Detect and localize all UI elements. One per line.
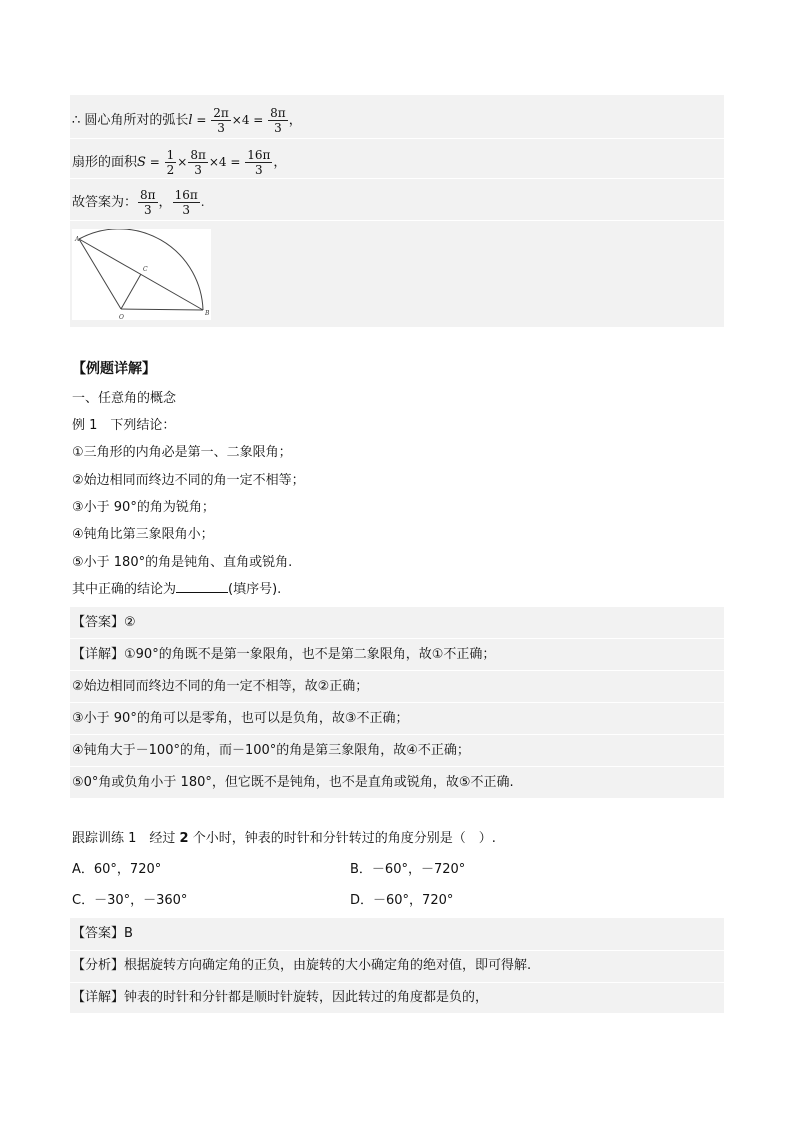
fraction [211, 106, 231, 135]
sector-area-prefix: 扇形的面积 [72, 155, 138, 170]
practice-question-suffix: 个小时，钟表的时针和分针转过的角度分别是（ ）. [188, 831, 496, 846]
statement-item: ③小于 90°的角为锐角； [72, 500, 215, 515]
section-heading: 【例题详解】 [72, 361, 156, 377]
arc-length-prefix: ∴ 圆心角所对的弧长 [72, 113, 189, 128]
fraction-numerator: 2π [213, 106, 229, 120]
fraction-denominator: 3 [143, 203, 152, 217]
label-a: A [75, 236, 80, 243]
question-line [72, 580, 281, 600]
answer-text: 【答案】② [72, 615, 136, 630]
sector-area-line [72, 148, 286, 177]
option-a: A．60°，720° [72, 862, 162, 877]
punctuation: ， [158, 195, 172, 210]
label-o: O [119, 314, 124, 320]
practice-detail: 【详解】钟表的时针和分针都是顺时针旋转，因此转过的角度都是负的， [72, 990, 489, 1005]
line-separator [70, 220, 724, 221]
punctuation: . [200, 195, 205, 209]
fraction [268, 106, 288, 135]
fraction [173, 188, 200, 217]
detail-line: ⑤0°角或负角小于 180°，但它既不是钝角，也不是直角或锐角，故⑤不正确. [72, 775, 514, 790]
sector-figure [72, 229, 211, 320]
sector-diagram [72, 229, 211, 320]
line-separator [70, 178, 724, 179]
example-label: 例 1 下列结论： [72, 418, 176, 433]
fraction-numerator: 8π [270, 106, 286, 120]
fraction-denominator: 3 [254, 163, 263, 177]
option-d: D．－60°，720° [350, 893, 454, 908]
times-sign: × [177, 155, 188, 169]
fraction [138, 188, 158, 217]
line-separator [70, 702, 724, 703]
section-subheading: 一、任意角的概念 [72, 391, 177, 406]
punctuation: ， [288, 113, 302, 128]
fraction-numerator: 16π [247, 148, 271, 162]
question-suffix: (填序号). [228, 582, 282, 597]
practice-question-prefix: 跟踪训练 1 经过 [72, 831, 180, 846]
practice-analysis: 【分析】根据旋转方向确定角的正负，由旋转的大小确定角的绝对值，即可得解. [72, 958, 532, 973]
radius-ob [121, 309, 203, 310]
fraction-numerator: 8π [190, 148, 206, 162]
fraction-numerator: 1 [166, 148, 175, 162]
final-answer-line [72, 188, 205, 217]
option-b: B．－60°，－720° [350, 862, 466, 877]
fraction-denominator: 3 [182, 203, 190, 217]
fraction-numerator: 8π [140, 188, 156, 202]
final-answer-prefix: 故答案为： [72, 195, 138, 210]
option-c: C．－30°，－360° [72, 893, 188, 908]
fraction-numerator: 16π [174, 188, 198, 202]
line-separator [70, 766, 724, 767]
practice-answer: 【答案】B [72, 926, 133, 941]
equals-sign: = [145, 155, 164, 169]
detail-line: ③小于 90°的角可以是零角，也可以是负角，故③不正确； [72, 711, 409, 726]
fraction-denominator: 3 [217, 121, 225, 135]
statement-item: ②始边相同而终边不同的角一定不相等； [72, 473, 305, 488]
equals-sign: = [192, 113, 211, 127]
sector-area-var: S [137, 155, 146, 170]
line-separator [70, 734, 724, 735]
fraction [245, 148, 272, 177]
line-separator [70, 138, 724, 139]
fraction [188, 148, 208, 177]
label-c: C [143, 266, 148, 273]
arc-length-line [72, 106, 302, 135]
statement-item: ④钝角比第三象限角小； [72, 527, 214, 542]
line-separator [70, 638, 724, 639]
punctuation: ， [273, 155, 287, 170]
statement-item: ⑤小于 180°的角是钝角、直角或锐角. [72, 555, 293, 570]
practice-question-number: 2 [179, 831, 189, 846]
detail-line: 【详解】①90°的角既不是第一象限角，也不是第二象限角，故①不正确； [72, 647, 496, 662]
question-prefix: 其中正确的结论为 [72, 582, 177, 597]
detail-line: ④钝角大于－100°的角，而－100°的角是第三象限角，故④不正确； [72, 743, 470, 758]
fraction [165, 148, 177, 177]
arc-length-var: l [188, 113, 193, 128]
fraction-denominator: 3 [194, 163, 202, 177]
practice-question [72, 829, 496, 849]
label-b: B [205, 310, 210, 317]
times-four: ×4 = [231, 113, 268, 127]
line-separator [70, 982, 724, 983]
detail-line: ②始边相同而终边不同的角一定不相等，故②正确； [72, 679, 369, 694]
line-separator [70, 670, 724, 671]
times-four: ×4 = [208, 155, 245, 169]
fraction-denominator: 3 [274, 121, 282, 135]
segment-oc [121, 274, 141, 309]
fraction-denominator: 2 [166, 163, 175, 177]
line-separator [70, 950, 724, 951]
radius-oa [79, 239, 121, 309]
answer-blank [176, 580, 228, 593]
statement-item: ①三角形的内角必是第一、二象限角； [72, 445, 292, 460]
